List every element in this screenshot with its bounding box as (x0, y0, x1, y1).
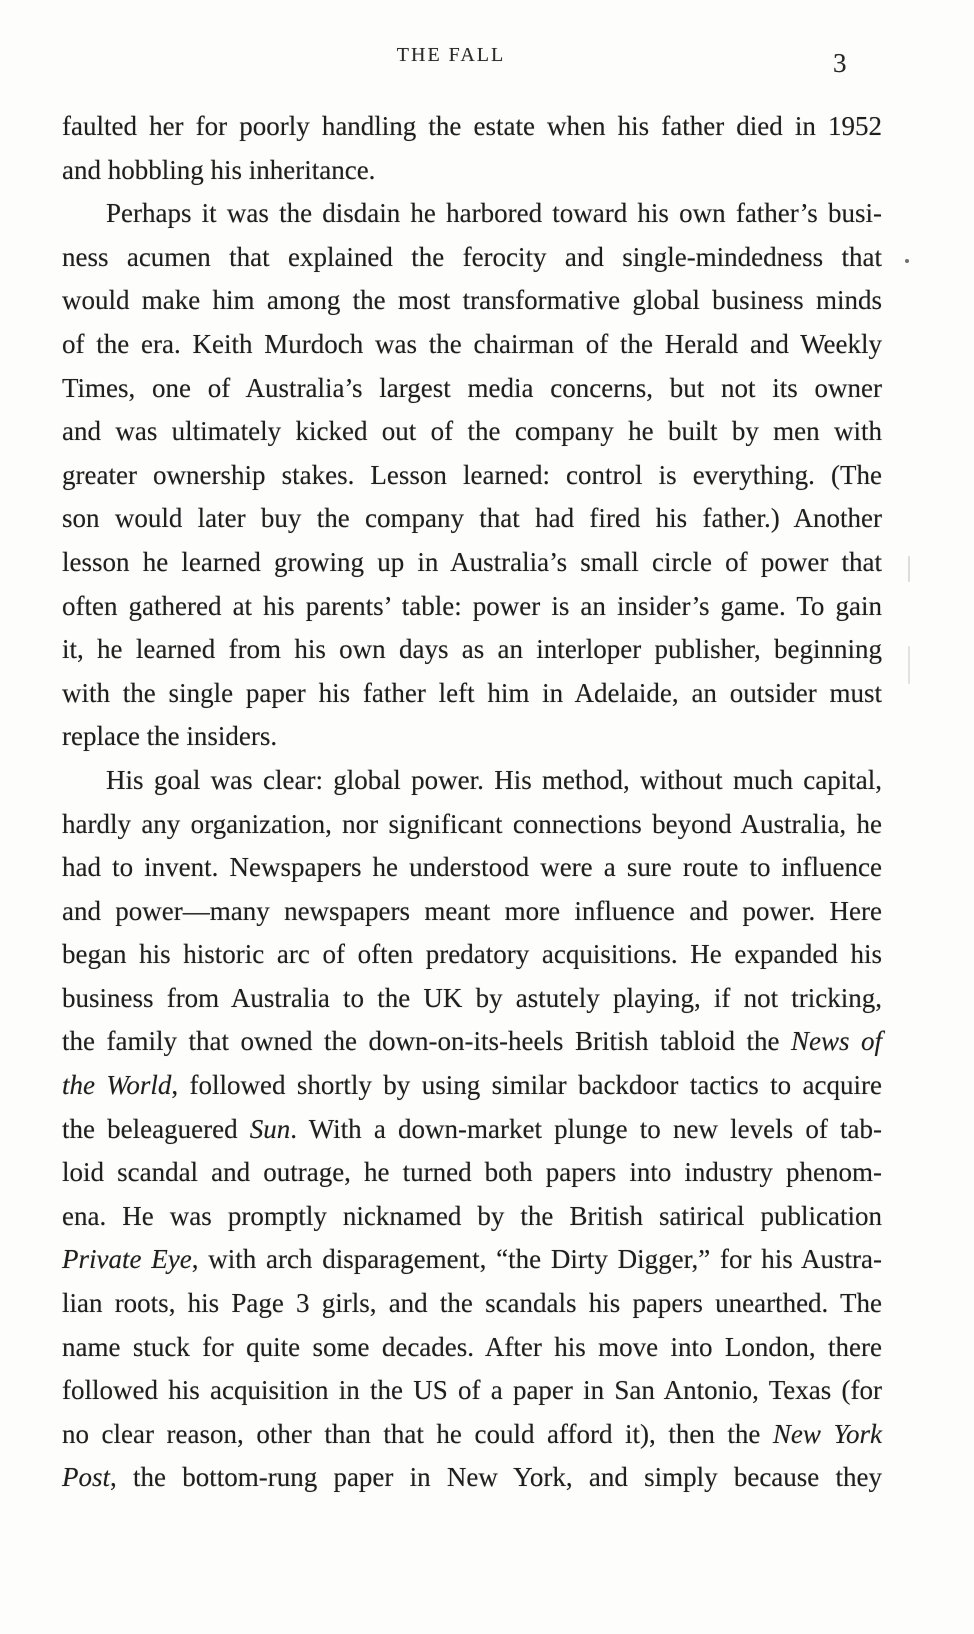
running-header-title: THE FALL (396, 44, 506, 66)
text-segment: faulted her for poorly handling the estate when his father died in 1952 (62, 111, 882, 141)
text-segment: of the era. Keith Murdoch was the chairman of the Herald and Weekly (62, 328, 882, 359)
paragraph (62, 192, 882, 759)
page-text (62, 105, 882, 1500)
text-segment: His goal was clear: global power. His method, without much capital, (106, 764, 882, 795)
text-segment: had to invent. Newspapers he understood were a sure route to influence (62, 852, 882, 883)
text-segment: began his historic arc of often predatory acquisitions. He expanded his (62, 939, 882, 970)
text-segment: the family that owned the down-on-its-heels British tabloid the (62, 1026, 791, 1057)
text-segment: and was ultimately kicked out of the company he built by men with (62, 416, 882, 447)
text-line (62, 628, 882, 672)
text-segment: would make him among the most transformative global business minds (62, 285, 882, 316)
text-segment: business from Australia to the UK by astutely playing, if not tricking, (62, 982, 882, 1013)
text-line (62, 977, 882, 1021)
text-line (62, 1238, 882, 1282)
text-segment: , with arch disparagement, “the Dirty Digger,” for his Austra- (191, 1244, 883, 1275)
text-segment: replace the insiders. (62, 721, 278, 752)
text-line (62, 367, 882, 411)
text-line (62, 672, 882, 716)
italic-text-segment: Sun (249, 1113, 291, 1144)
text-segment: often gathered at his parents’ table: power is an insider’s game. To gain (62, 590, 882, 621)
text-line (62, 149, 882, 193)
text-segment: loid scandal and outrage, he turned both papers into industry phenom- (62, 1157, 882, 1188)
text-line (62, 1195, 882, 1239)
scan-speck (905, 259, 909, 263)
text-segment: followed his acquisition in the US of a paper in San Antonio, Texas (for (62, 1375, 882, 1406)
text-line (62, 1020, 882, 1064)
paragraph (62, 105, 882, 192)
text-line (62, 410, 882, 454)
text-line (62, 585, 882, 629)
italic-text-segment: New York (772, 1418, 883, 1449)
text-segment: lian roots, his Page 3 girls, and the scandals his papers unearthed. The (62, 1288, 882, 1319)
text-line (62, 105, 882, 149)
text-segment: lesson he learned growing up in Australia’s small circle of power that (62, 546, 882, 577)
text-segment: . With a down-market plunge to new levels of tab- (290, 1113, 882, 1144)
paragraph (62, 759, 882, 1500)
text-segment: the beleaguered (62, 1113, 250, 1144)
text-segment: it, he learned from his own days as an interloper publisher, beginning (62, 634, 882, 665)
text-segment: Times, one of Australia’s largest media concerns, but not its owner (62, 372, 882, 403)
italic-text-segment: Post (62, 1462, 111, 1493)
text-line (62, 1108, 882, 1152)
text-line (62, 1282, 882, 1326)
italic-text-segment: News of (790, 1026, 882, 1057)
text-line (62, 1369, 882, 1413)
text-segment: son would later buy the company that had fired his father.) Another (62, 503, 882, 534)
text-line (62, 236, 882, 280)
text-line (62, 192, 882, 236)
text-line (62, 497, 882, 541)
text-segment: Perhaps it was the disdain he harbored toward his own father’s busi- (106, 198, 882, 229)
text-segment: , followed shortly by using similar backdoor tactics to acquire (171, 1070, 883, 1101)
text-line (62, 279, 882, 323)
text-line (62, 454, 882, 498)
text-line (62, 541, 882, 585)
text-segment: name stuck for quite some decades. After his move into London, there (62, 1331, 882, 1362)
text-line (62, 890, 882, 934)
text-line (62, 803, 882, 847)
text-segment: greater ownership stakes. Lesson learned: control is everything. (The (62, 459, 882, 490)
scan-mark (908, 646, 910, 684)
text-line (62, 1326, 882, 1370)
text-segment: and power—many newspapers meant more influence and power. Here (62, 895, 882, 926)
italic-text-segment: the World (62, 1070, 172, 1101)
text-line (62, 1413, 882, 1457)
text-line (62, 1064, 882, 1108)
italic-text-segment: Private Eye (62, 1244, 192, 1275)
text-line (62, 846, 882, 890)
text-segment: , the bottom-rung paper in New York, and simply because they (110, 1462, 882, 1493)
text-segment: hardly any organization, nor significant connections beyond Australia, he (62, 808, 882, 839)
text-segment: ena. He was promptly nicknamed by the British satirical publication (62, 1200, 882, 1231)
text-segment: and hobbling his inheritance. (62, 154, 376, 185)
text-line (62, 759, 882, 803)
text-segment: ness acumen that explained the ferocity and single-mindedness that (62, 241, 882, 272)
text-line (62, 715, 882, 759)
text-line (62, 1151, 882, 1195)
text-segment: with the single paper his father left him in Adelaide, an outsider must (62, 677, 882, 708)
text-line (62, 323, 882, 367)
text-line (62, 1456, 882, 1500)
scan-mark (908, 556, 910, 582)
text-line (62, 933, 882, 977)
page-number: 3 (833, 48, 847, 78)
text-segment: no clear reason, other than that he could afford it), then the (62, 1418, 773, 1449)
